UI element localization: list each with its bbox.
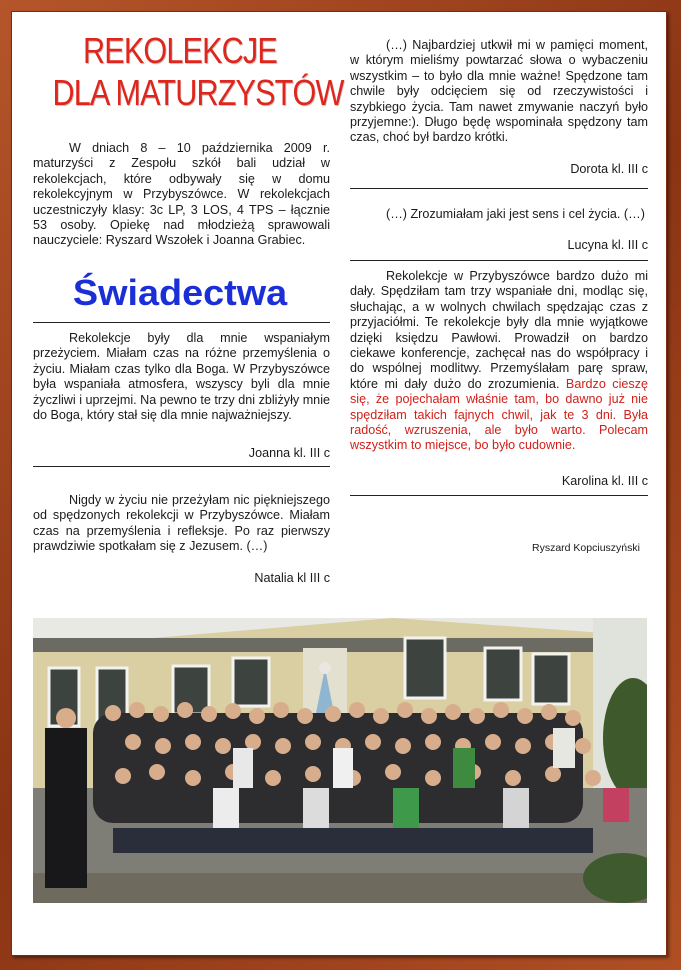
divider (350, 188, 648, 189)
intro-text: W dniach 8 – 10 października 2009 r. maturzyści z Zespołu szkół bali udział w rekolekcjach, które odbywały się w domu rekolekcyjnym w Przybyszówce. W rekolekcjach uczestniczyły klasy: 3c LP, 3 LOS, 4 TPS – łącznie 53 osoby. Opiekę nad młodzieżą sprawowali nauczyciele: Ryszard Wszołek i Joanna Grabiec. (33, 141, 330, 248)
divider (33, 466, 330, 467)
group-photo (33, 618, 647, 903)
article-author: Ryszard Kopciuszyński (532, 542, 640, 554)
testimony-2-text: Nigdy w życiu nie przeżyłam nic piękniejszego od spędzonych rekolekcji w Przybyszówce. Miałam czas na przemyślenia i refleksje. Po raz pierwszy prawdziwie spotkałam się z Jezusem. (…) (33, 493, 330, 554)
title-line-1: REKOLEKCJE (83, 30, 277, 71)
testimony-4-text: (…) Zrozumiałam jaki jest sens i cel życia. (…) (386, 207, 645, 221)
divider (33, 322, 330, 323)
highlighted-text: Bardzo cieszę się, że pojechałam właśnie tam, bo dawno już nie spędziłam takich fajnych chwil, jak te 3 dni. Była radość, wzruszenia, ale było warto. Polecam wszystkim to miejsce, bo było cudownie. (350, 376, 648, 453)
testimony-3-text: (…) Najbardziej utkwił mi w pamięci moment, w którym mieliśmy powtarzać słowa o wybaczeniu wszystkim – to było dla mnie ważne! Spędzone tam chwile były odcięciem się od rzeczywistości i szybkiego życia. Tam nawet zmywanie naczyń było przyjemne:). Długo będę wspominała spędzony tam czas, choć był bardzo krótki. (350, 38, 648, 145)
testimony-5-author: Karolina kl. III c (561, 474, 648, 488)
testimony-5-text: Rekolekcje w Przybyszówce bardzo dużo mi dały. Spędziłam tam trzy wspaniałe dni, modląc się, słuchając, a w wolnych chwilach spędzając czas z przyjaciółmi. Te rekolekcje były dla mnie wyjątkowe dzięki księdzu Pawłowi. Prowadził on bardzo ciekawe konferencje, zachęcał nas do współpracy i do wspólnej modlitwy. Przemyślałam parę spraw, które mi dały dużo do zrozumienia. Bardzo cieszę się, że pojechałam właśnie tam, bo dawno już nie spędziłam takich fajnych chwil, jak te 3 dni. Była radość, wzruszenia, ale było warto. Polecam wszystkim to miejsce, bo było cudownie. (350, 269, 648, 453)
divider (350, 260, 648, 261)
testimony-1-author: Joanna kl. III c (248, 446, 330, 460)
testimony-3-author: Dorota kl. III c (570, 162, 648, 176)
testimony-2-author: Natalia kl III c (254, 571, 330, 585)
testimony-4-author: Lucyna kl. III c (567, 238, 648, 252)
title-line-2: DLA MATURZYSTÓW (52, 72, 344, 113)
testimony-1-text: Rekolekcje były dla mnie wspaniałym przeżyciem. Miałam czas na różne przemyślenia o życiu. Miałam czas tylko dla Boga. W Przybyszówce była wspaniała atmosfera, wszyscy byli dla mnie życzliwi i uprzejmi. Na pewno te trzy dni zbliżyły mnie do Boga, który stał się dla mnie najważniejszy. (33, 331, 330, 423)
page-title (52, 30, 344, 114)
section-title: Świadectwa (72, 272, 288, 313)
divider (350, 495, 648, 496)
intro-paragraph (33, 141, 330, 249)
